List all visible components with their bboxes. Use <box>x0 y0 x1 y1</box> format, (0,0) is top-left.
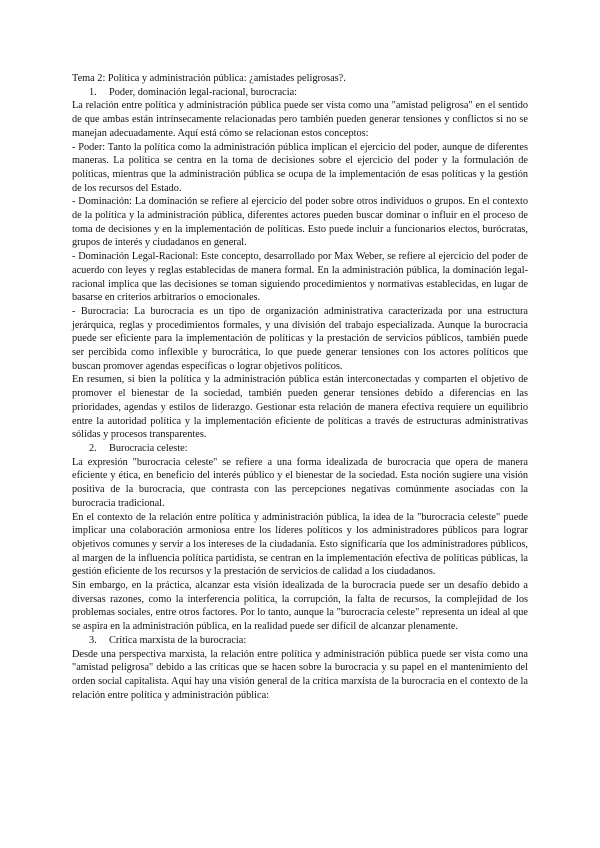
section-heading-text: Burocracia celeste: <box>109 442 188 454</box>
section-heading-text: Poder, dominación legal-racional, burocracia: <box>109 86 297 98</box>
document-title: Tema 2: Política y administración pública: ¿amistades peligrosas?. <box>72 73 346 84</box>
paragraph: La expresión "burocracia celeste" se refiere a una forma idealizada de burocracia que opera de manera eficiente y ética, en beneficio del interés público y el bienestar de la sociedad. Esta noción sugiere una visión positiva de la burocracia, que contrasta con las percepciones negativas comúnmente asociadas con la burocracia tradicional. <box>72 456 528 509</box>
section-heading-1 <box>72 86 528 100</box>
paragraph: - Burocracia: La burocracia es un tipo de organización administrativa caracterizada por una estructura jerárquica, reglas y procedimientos formales, y una división del trabajo especializada. Aunque la burocracia puede ser eficiente para la implementación de políticas y la prestación de servicios públicos, también puede ser percibida como inflexible y burocrática, lo que puede generar tensiones con los actores políticos que buscan promover agendas específicas o lograr objetivos políticos. <box>72 305 528 372</box>
section-number: 1. <box>89 86 97 98</box>
paragraph: Sin embargo, en la práctica, alcanzar esta visión idealizada de la burocracia puede ser un desafío debido a diversas razones, como la interferencia política, la corrupción, la falta de recursos, la complejidad de los problemas sociales, entre otros factores. Por lo tanto, aunque la "burocracia celeste" representa un ideal al que se aspira en la administración pública, en la realidad puede ser difícil de alcanzar plenamente. <box>72 580 528 633</box>
paragraph: - Poder: Tanto la política como la administración pública implican el ejercicio del poder, aunque de diferentes maneras. La política se centra en la toma de decisiones sobre el ejercicio del poder y la formulación de políticas, mientras que la administración pública se ocupa de la implementación de esas políticas y la gestión de los recursos del Estado. <box>72 141 528 194</box>
paragraph: La relación entre política y administración pública puede ser vista como una "amistad peligrosa" en el sentido de que ambas están intrínsecamente relacionadas pero también pueden generar tensiones y conflictos si no se manejan adecuadamente. Aquí está cómo se relacionan estos conceptos: <box>72 100 528 139</box>
paragraph: En resumen, si bien la política y la administración pública están interconectadas y comparten el objetivo de promover el bienestar de la sociedad, también pueden generar tensiones debido a diferencias en las prioridades, agendas y estilos de liderazgo. Gestionar esta relación de manera efectiva requiere un equilibrio entre la autoridad política y la implementación eficiente de políticas a través de estructuras administrativas sólidas y procesos transparentes. <box>72 374 528 441</box>
paragraph: - Dominación Legal-Racional: Este concepto, desarrollado por Max Weber, se refiere al ejercicio del poder de acuerdo con leyes y reglas establecidas de manera formal. En la administración pública, la dominación legal-racional implica que las decisiones se toman siguiendo procedimientos y normativas establecidas, en lugar de basarse en criterios arbitrarios o emocionales. <box>72 251 528 304</box>
section-number: 3. <box>89 634 97 646</box>
paragraph: Desde una perspectiva marxista, la relación entre política y administración pública puede ser vista como una "amistad peligrosa" debido a las críticas que se hacen sobre la burocracia y su papel en el mantenimiento del orden social capitalista. Aquí hay una visión general de la crítica marxista de la burocracia en el contexto de la relación entre política y administración pública: <box>72 648 528 701</box>
section-heading-2 <box>72 442 528 456</box>
section-number: 2. <box>89 442 97 454</box>
section-heading-text: Crítica marxista de la burocracia: <box>109 634 247 646</box>
section-heading-3 <box>72 634 528 648</box>
paragraph: - Dominación: La dominación se refiere al ejercicio del poder sobre otros individuos o grupos. En el contexto de la política y la administración pública, diferentes actores pueden buscar dominar o influir en el proceso de toma de decisiones y en la implementación de políticas. Esto puede incluir a funcionarios electos, burócratas, grupos de interés y ciudadanos en general. <box>72 196 528 249</box>
paragraph: En el contexto de la relación entre política y administración pública, la idea de la "burocracia celeste" puede implicar una colaboración armoniosa entre los líderes políticos y los administradores públicos para lograr objetivos comunes y servir a los intereses de la ciudadanía. Esto significaría que los administradores públicos, al margen de la influencia política partidista, se centran en la implementación efectiva de políticas públicas, la gestión eficiente de los recursos y la prestación de servicios de calidad a los ciudadanos. <box>72 511 528 578</box>
document-page <box>72 72 528 702</box>
